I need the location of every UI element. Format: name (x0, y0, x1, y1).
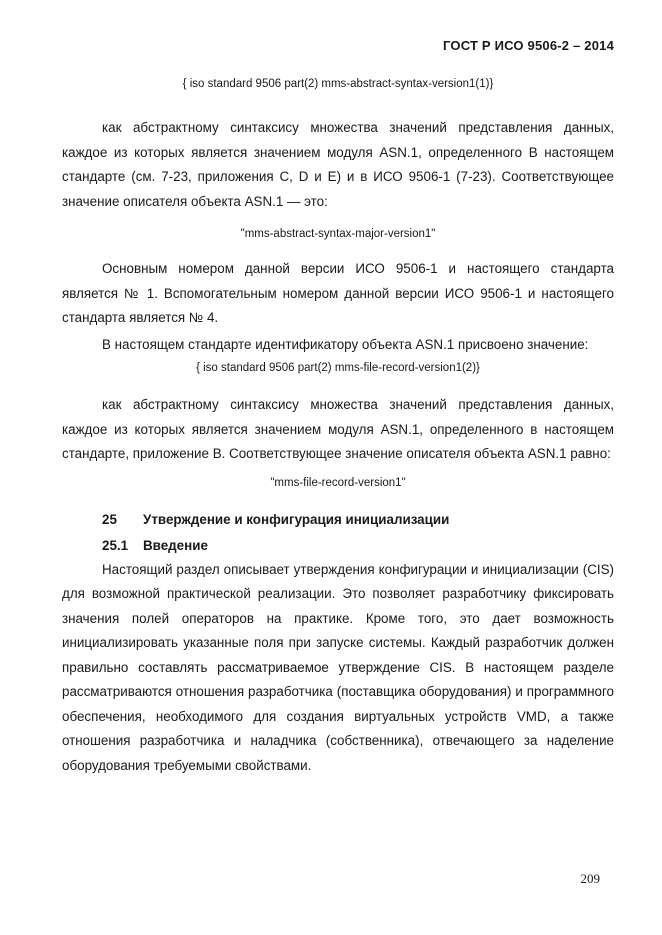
subsection-heading-25-1 (62, 534, 614, 558)
subsection-number: 25.1 (102, 537, 129, 553)
object-identifier-2: { iso standard 9506 part(2) mms-file-record-version1(2)} (196, 362, 480, 374)
subsection-title: Введение (143, 537, 208, 553)
object-descriptor-2: "mms-file-record-version1" (270, 476, 406, 489)
page-content (62, 76, 614, 778)
section-title: Утверждение и конфигурация инициализации (143, 511, 450, 527)
object-descriptor-1: "mms-abstract-syntax-major-version1" (240, 228, 436, 240)
section-number: 25 (102, 511, 117, 527)
paragraph-1: как абстрактному синтаксису множества значений представления данных, каждое из которых является значением модуля ASN.1, определенного В настоящем стандарте (см. 7-23, приложения С, D и Е) и в ИСО 9506-1 (7-23). Соответствующее значение описателя объекта ASN.1 — это: (62, 120, 614, 209)
paragraph-2: Основным номером данной версии ИСО 9506-1 и настоящего стандарта является № 1. Вспомогательным номером данной версии ИСО 9506-1 и настоящего стандарта является № 4. (62, 261, 614, 325)
section-heading-25 (62, 508, 614, 532)
paragraph-3: В настоящем стандарте идентификатору объекта ASN.1 присвоено значение: (102, 336, 589, 352)
paragraph-4: как абстрактному синтаксису множества значений представления данных, каждое из которых является значением модуля ASN.1, определенного в настоящем стандарте, приложение В. Соответствующее значение описателя объекта ASN.1 равно: (62, 397, 614, 461)
document-header: ГОСТ Р ИСО 9506-2 – 2014 (443, 38, 614, 53)
paragraph-5: Настоящий раздел описывает утверждения конфигурации и инициализации (CIS) для возможной практической реализации. Это позволяет разработчику фиксировать значения полей операторов на практике. Кроме того, это дает возможность инициализировать указанные поля при запуске системы. Каждый разработчик должен правильно составлять рассматриваемое утверждение CIS. В настоящем разделе рассматриваются отношения разработчика (поставщика оборудования) и программного обеспечения, необходимого для создания виртуальных устройств VMD, а также отношения разработчика и наладчика (собственника), отвечающего за наделение оборудования требуемыми свойствами. (62, 561, 614, 773)
object-identifier-1: { iso standard 9506 part(2) mms-abstract-syntax-version1(1)} (182, 78, 494, 90)
page-number: 209 (580, 871, 600, 886)
